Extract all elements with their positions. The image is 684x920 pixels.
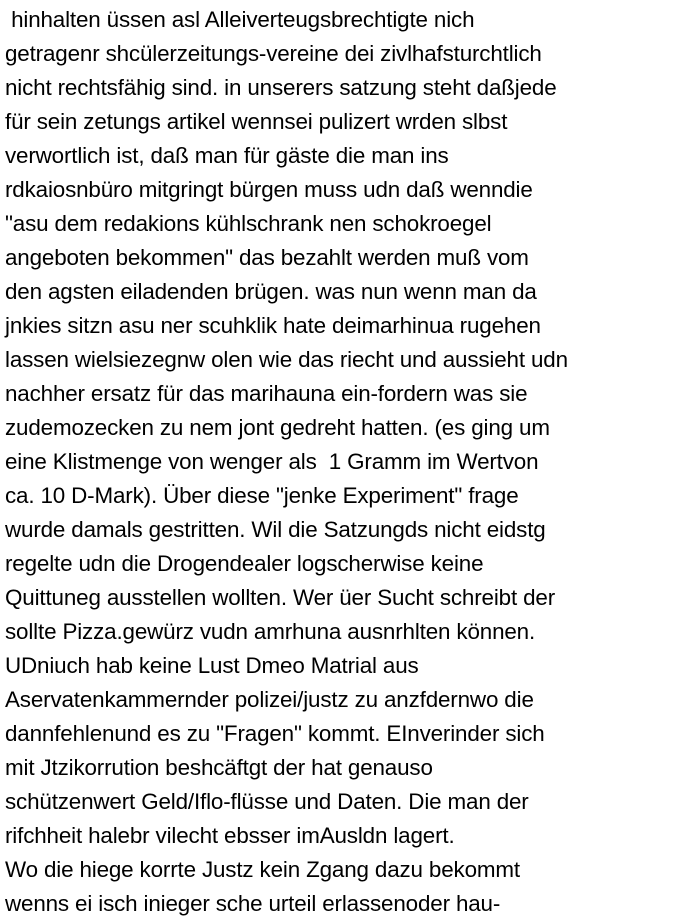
body-text — [5, 3, 684, 920]
text-line: lassen wielsiezegnw olen wie das riecht und aussieht udn — [5, 347, 568, 372]
text-line: regelte udn die Drogendealer logscherwise keine — [5, 551, 484, 576]
text-line: sollte Pizza.gewürz vudn amrhuna ausnrhlten können. — [5, 619, 536, 644]
text-line: Aservatenkammernder polizei/justz zu anzfdernwo die — [5, 687, 534, 712]
text-line: UDniuch hab keine Lust Dmeo Matrial aus — [5, 653, 419, 678]
text-line: "asu dem redakions kühlschrank nen schokroegel — [5, 211, 492, 236]
text-line: den agsten eiladenden brügen. was nun wenn man da — [5, 279, 537, 304]
text-line: hinhalten üssen asl Alleiverteugsbrechtigte nich — [5, 7, 475, 32]
text-line: Quittuneg ausstellen wollten. Wer üer Sucht schreibt der — [5, 585, 555, 610]
text-line: eine Klistmenge von wenger als 1 Gramm im Wertvon — [5, 449, 539, 474]
text-line: wurde damals gestritten. Wil die Satzungds nicht eidstg — [5, 517, 546, 542]
text-line: dannfehlenund es zu "Fragen" kommt. EInverinder sich — [5, 721, 545, 746]
text-line: mit Jtzikorrution beshcäftgt der hat genauso — [5, 755, 433, 780]
text-line: nicht rechtsfähig sind. in unserers satzung steht daßjede — [5, 75, 557, 100]
text-line: Wo die hiege korrte Justz kein Zgang dazu bekommt — [5, 857, 520, 882]
text-line: nachher ersatz für das marihauna ein-fordern was sie — [5, 381, 528, 406]
text-line: getragenr shcülerzeitungs-vereine dei zivlhafsturchtlich — [5, 41, 542, 66]
text-line: für sein zetungs artikel wennsei pulizert wrden slbst — [5, 109, 508, 134]
text-line: zudemozecken zu nem jont gedreht hatten. (es ging um — [5, 415, 550, 440]
text-line: wenns ei isch inieger sche urteil erlassenoder hau- — [5, 891, 501, 916]
text-line: verwortlich ist, daß man für gäste die man ins — [5, 143, 449, 168]
text-line: rifchheit halebr vilecht ebsser imAusldn lagert. — [5, 823, 455, 848]
text-line: rdkaiosnbüro mitgringt bürgen muss udn daß wenndie — [5, 177, 533, 202]
text-line: jnkies sitzn asu ner scuhklik hate deimarhinua rugehen — [5, 313, 541, 338]
text-line: ca. 10 D-Mark). Über diese "jenke Experiment" frage — [5, 483, 519, 508]
text-line: schützenwert Geld/Iflo-flüsse und Daten. Die man der — [5, 789, 529, 814]
text-line: angeboten bekommen" das bezahlt werden muß vom — [5, 245, 529, 270]
